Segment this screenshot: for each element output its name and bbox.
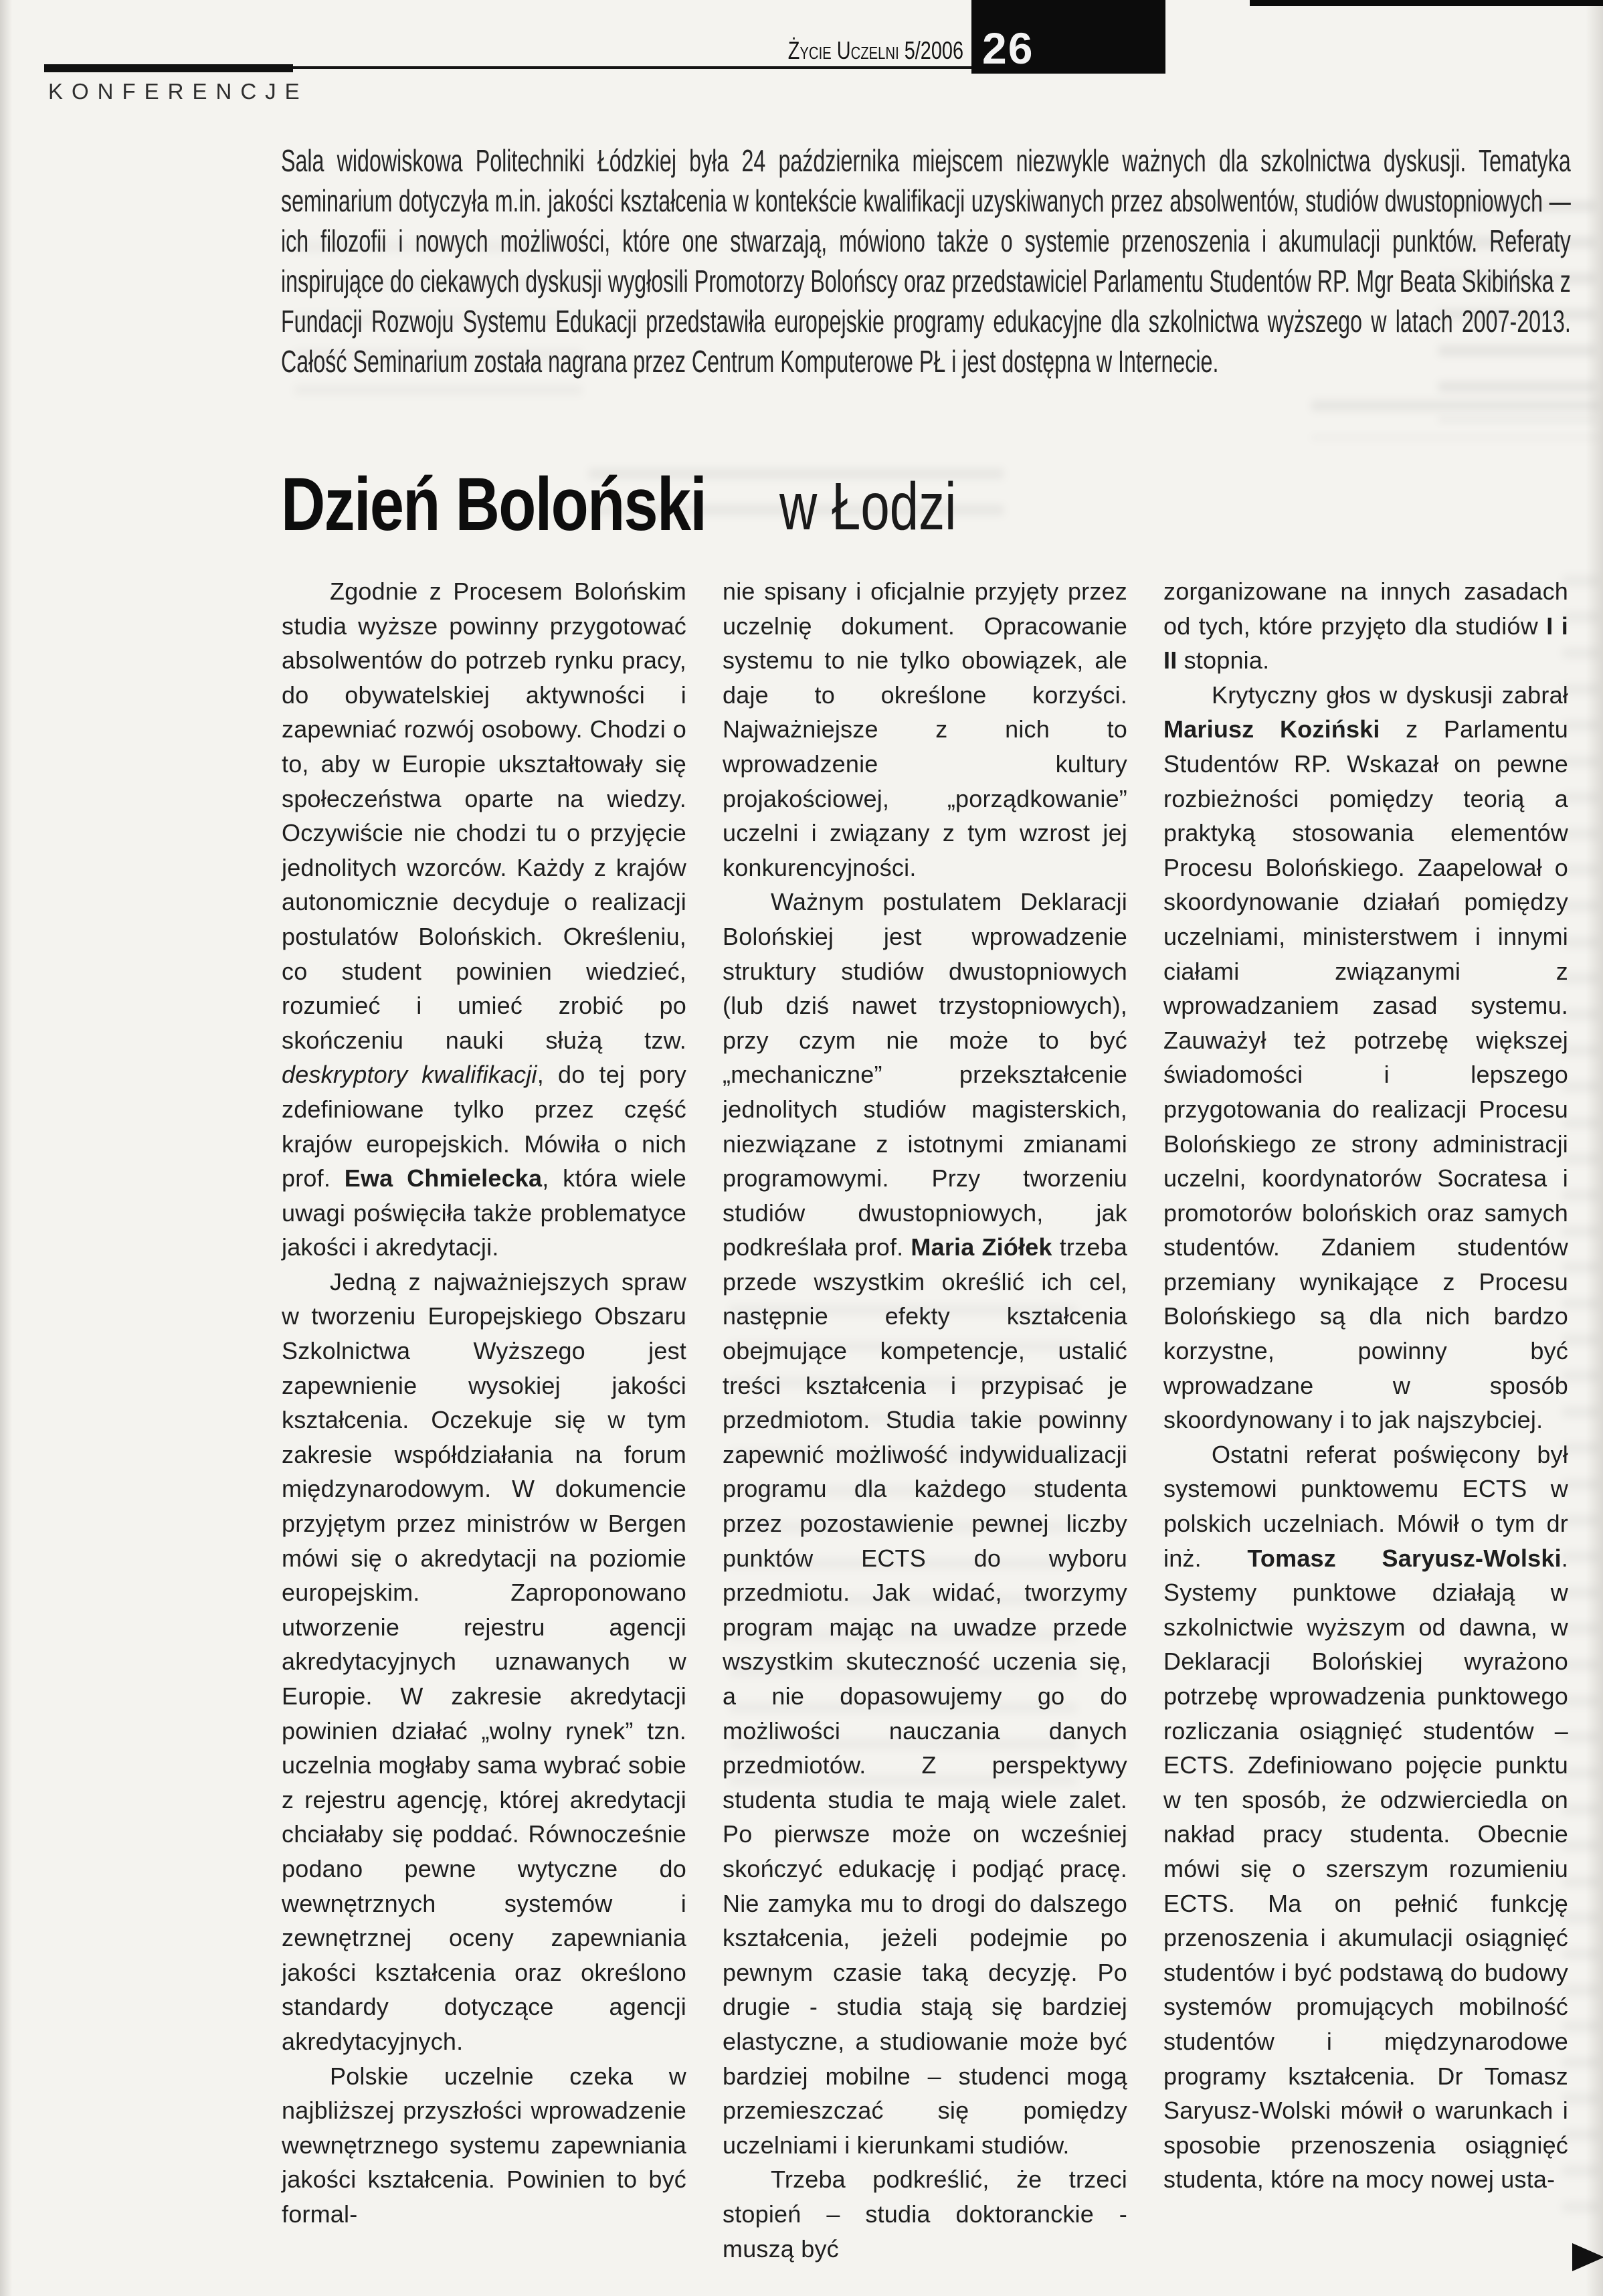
page-edge-shadow-right [1586,0,1603,2296]
text-run: stopnia. [1177,646,1270,675]
text-run: z Parlamentu Studentów RP. Wskazał on pewne rozbieżności pomiędzy teorią a praktyką stosowania elementów Procesu Bolońskiego. Zaapelował o skoordynowanie działań pomiędzy uczelniami, ministerstwem i innymi ciałami związanymi z wprowadzaniem zasad systemu. Zauważył też potrzebę większej świadomości i lepszego przygotowania do realizacji Procesu Bolońskiego ze strony administracji uczelni, koordynatorów Socratesa i promotorów bolońskich oraz samych studentów. Zdaniem studentów przemiany wynikające z Procesu Bolońskiego są dla nich bardzo korzystne, powinny być wprowadzane w sposób skoordynowany i to jak najszybciej. [1163,715,1568,1434]
paragraph [1163,678,1568,1437]
page-number: 26 [982,23,1034,73]
paragraph [282,2059,686,2232]
text-column-1 [282,574,686,2266]
header-rule-thick [44,64,293,72]
emphasis-italic: deskryptory kwalifikacji [282,1061,537,1089]
article-title [281,462,1218,546]
page-number-box [971,0,1165,74]
text-run: , która wiele uwagi poświęciła także problematyce jakości i akredytacji. [282,1164,686,1261]
article-title-main: Dzień Boloński [281,462,706,546]
emphasis-bold: I i II [1163,612,1568,675]
lead-paragraph-wrap [281,141,1571,428]
page-edge-shadow-left [0,0,12,2296]
text-run: Jedną z najważniejszych spraw w tworzeniu Europejskiego Obszaru Szkolnictwa Wyższego jest zapewnienie wysokiej jakości kształcenia. Oczekuje się w tym zakresie współdziałania na forum międzynarodowym. W dokumencie przyjętym przez ministrów w Bergen mówi się o akredytacji na poziomie europejskim. Zaproponowano utworzenie rejestru agencji akredytacyjnych uznawanych w Europie. W zakresie akredytacji powinien działać „wolny rynek” tzn. uczelnia mogłaby sama wybrać sobie z rejestru agencję, której akredytacji chciałaby się poddać. Równocześnie podano pewne wytyczne do wewnętrznych systemów i zewnętrznej oceny zapewniania jakości kształcenia oraz określono standardy dotyczące agencji akredytacyjnych. [282,1267,686,2055]
text-run: nie spisany i oficjalnie przyjęty przez uczelnię dokument. Opracowanie systemu to nie tylko obowiązek, ale daje to określone korzyści. Najważniejsze z nich to wprowadzenie kultury projakościowej, „porządkowanie” uczelni i związany z tym wzrost jej konkurencyjności. [723,578,1127,881]
continuation-arrow-icon [1572,2243,1603,2271]
emphasis-bold: Ewa Chmielecka [344,1164,543,1193]
emphasis-bold: Mariusz Koziński [1163,715,1380,743]
paragraph [723,885,1127,2162]
paragraph [282,1265,686,2059]
article-columns [282,574,1570,2266]
page-top-edge-bar [1250,0,1603,6]
paragraph [1163,1437,1568,2197]
paragraph [1163,574,1568,678]
emphasis-bold: Tomasz Saryusz-Wolski [1247,1544,1562,1572]
paragraph [282,574,686,1265]
paragraph [723,574,1127,885]
text-run: Zgodnie z Procesem Bolońskim studia wyższe powinny przygotować absolwentów do potrzeb rynku pracy, do obywatelskiej aktywności i zapewniać rozwój osobowy. Chodzi o to, aby w Europie ukształtowały się społeczeństwa oparte na wiedzy. Oczywiście nie chodzi tu o przyjęcie jednolitych wzorców. Każdy z krajów autonomicznie decyduje o realizacji postulatów Bolońskich. Określeniu, co student powinien wiedzieć, rozumieć i umieć zrobić po skończeniu nauki służą tzw. [282,578,686,1054]
masthead: Życie Uczelni 5/2006 [787,37,963,64]
text-run: Ważnym postulatem Deklaracji Bolońskiej jest wprowadzenie struktury studiów dwustopniowych (lub dziś nawet trzystopniowych), przy czym nie może to być „mechaniczne” przekształcenie jednolitych studiów magisterskich, niezwiązane z istotnymi zmianami programowymi. Przy tworzeniu studiów dwustopniowych, jak podkreślała prof. [723,888,1127,1261]
text-run: Ostatni referat poświęcony był systemowi punktowemu ECTS w polskich uczelniach. Mówił o tym dr inż. [1163,1440,1568,1572]
text-run: , do tej pory zdefiniowane tylko przez część krajów europejskich. Mówiła o nich prof. [282,1061,686,1193]
paragraph [723,2162,1127,2266]
text-run: Trzeba podkreślić, że trzeci stopień – studia doktoranckie - muszą być [723,2166,1127,2263]
section-label: KONFERENCJE [48,79,308,104]
text-column-3 [1163,574,1568,2266]
article-title-suffix: w Łodzi [779,469,957,544]
text-run: Krytyczny głos w dyskusji zabrał [1212,681,1568,709]
text-run: Polskie uczelnie czeka w najbliższej przyszłości wprowadzenie wewnętrznego systemu zapewniania jakości kształcenia. Powinien to być formal- [282,2062,686,2228]
lead-paragraph: Sala widowiskowa Politechniki Łódzkiej była 24 października miejscem niezwykle ważnych dla szkolnictwa dyskusji. Tematyka seminarium dotyczyła m.in. jakości kształcenia w kontekście kwalifikacji uzyskiwanych przez absolwentów, studiów dwustopniowych — ich filozofii i nowych możliwości, które one stwarzają, mówiono także o systemie przenoszenia i akumulacji punktów. Referaty inspirujące do ciekawych dyskusji wygłosili Promotorzy Bolońscy oraz przedstawiciel Parlamentu Studentów RP. Mgr Beata Skibińska z Fundacji Rozwoju Systemu Edukacji przedstawiła europejskie programy edukacyjne dla szkolnictwa wyższego w latach 2007-2013. Całość Seminarium została nagrana przez Centrum Komputerowe PŁ i jest dostępna w Internecie. [281,143,1571,379]
text-column-2 [723,574,1127,2266]
text-run: trzeba przede wszystkim określić ich cel, następnie efekty kształcenia obejmujące kompetencje, ustalić treści kształcenia i przypisać je przedmiotom. Studia takie powinny zapewnić możliwość indywidualizacji programu dla każdego studenta przez pozostawienie pewnej liczby punktów ECTS do wyboru przedmiotu. Jak widać, tworzymy program mając na uwadze przede wszystkim skuteczność uczenia się, a nie dopasowujemy go do możliwości nauczania danych przedmiotów. Z perspektywy studenta studia te mają wiele zalet. Po pierwsze może on wcześniej skończyć edukację i podjąć pracę. Nie zamyka mu to drogi do dalszego kształcenia, jeżeli podejmie po pewnym czasie taką decyzję. Po drugie - studia stają się bardziej elastyczne, a studiowanie może być bardziej mobilne – studenci mogą przemieszczać się pomiędzy uczelniami i kierunkami studiów. [723,1233,1127,2159]
text-run: zorganizowane na innych zasadach od tych, które przyjęto dla studiów [1163,578,1568,640]
emphasis-bold: Maria Ziółek [911,1233,1052,1261]
text-run: . Systemy punktowe działają w szkolnictwie wyższym od dawna, w Deklaracji Bolońskiej wyrażono potrzebę wprowadzenia punktowego rozliczania osiągnięć studentów – ECTS. Zdefiniowano pojęcie punktu w ten sposób, że odzwierciedla on nakład pracy studenta. Obecnie mówi się o szerszym rozumieniu ECTS. Ma on pełnić funkcję przenoszenia i akumulacji osiągnięć studentów i być podstawą do budowy systemów promujących mobilność studentów i międzynarodowe programy kształcenia. Dr Tomasz Saryusz-Wolski mówił o warunkach i sposobie przenoszenia osiągnięć studenta, które na mocy nowej usta- [1163,1544,1568,2194]
